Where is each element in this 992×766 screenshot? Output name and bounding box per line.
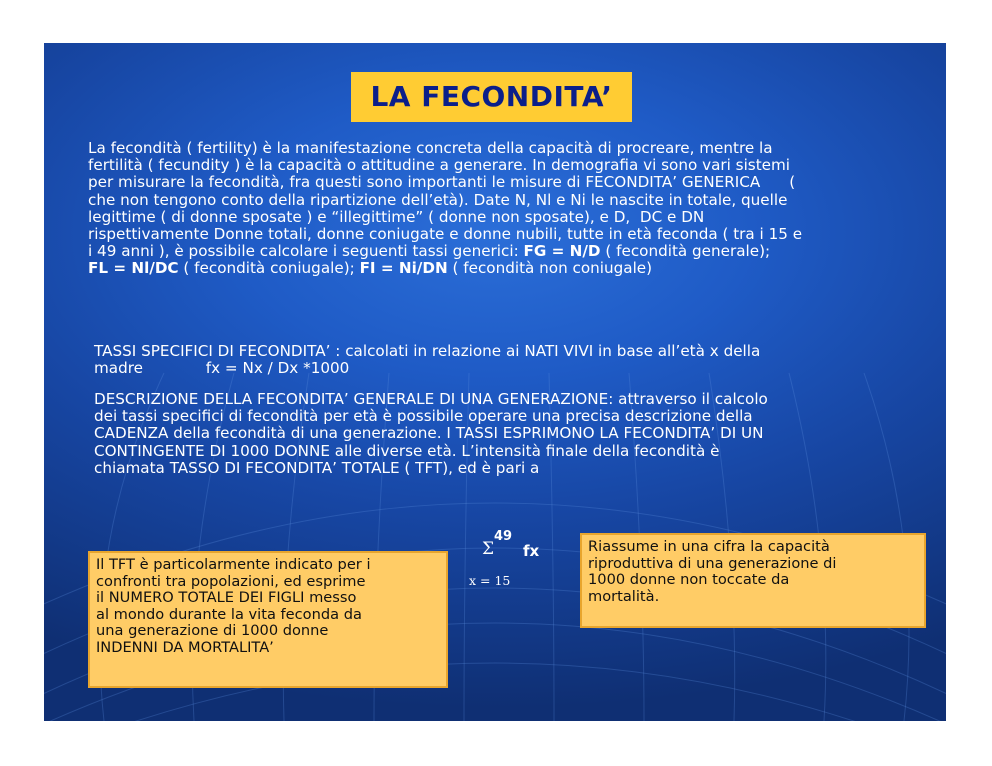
specific-rates-formula-line: madre fx = Nx / Dx *1000 [94,359,350,378]
intro-paragraph [88,140,928,278]
intro-line: La fecondità ( fertility) è la manifestazione concreta della capacità di procreare, mentre la [88,139,773,157]
intro-line: rispettivamente Donne totali, donne coniugate e donne nubili, tutte in età feconda ( tra i 15 e [88,225,803,244]
intro-line [88,243,928,260]
slide [44,43,946,721]
summary-note-box [580,533,926,628]
description-paragraph [94,391,924,477]
description-line: CONTINGENTE DI 1000 DONNE alle diverse età. L’intensità finale della fecondità è [94,441,720,460]
intro-line: che non tengono conto della ripartizione dell’età). Date N, Nl e Ni le nascite in totale, quelle [88,190,788,209]
slide-title: LA FECONDITA’ [351,72,632,122]
tft-note-line: Il TFT è particolarmente indicato per i [96,556,371,573]
fi-formula: FI = Ni/DN [359,259,448,278]
fl-note: ( fecondità coniugale); [178,259,360,278]
summary-note-line: Riassume in una cifra la capacità [588,538,830,555]
fl-formula: FL = Nl/DC [88,259,179,278]
description-line: CADENZA della fecondità di una generazione. I TASSI ESPRIMONO LA FECONDITA’ DI UN [94,424,764,443]
tft-note-line: una generazione di 1000 donne [96,622,329,640]
tft-note-line: INDENNI DA MORTALITA’ [96,638,274,656]
fg-formula: FG = N/D [523,242,601,261]
summary-note-line: riproduttiva di una generazione di [588,554,837,572]
intro-line: legittime ( di donne sposate ) e “illegittime” ( donne non sposate), e D, DC e DN [88,207,705,226]
fg-note: ( fecondità generale); [600,242,771,261]
summary-note-line: mortalità. [588,587,660,605]
intro-line: fertilità ( fecundity ) è la capacità o attitudine a generare. In demografia vi sono vari sistemi [88,156,791,175]
specific-rates-paragraph [94,343,924,377]
tft-note-line: al mondo durante la vita feconda da [96,605,362,623]
description-line: dei tassi specifici di fecondità per età è possibile operare una precisa descrizione della [94,407,753,426]
sum-lower-limit: x = 15 [469,573,511,588]
description-line: chiamata TASSO DI FECONDITA’ TOTALE ( TFT), ed è pari a [94,458,540,477]
description-line: DESCRIZIONE DELLA FECONDITA’ GENERALE DI UNA GENERAZIONE: attraverso il calcolo [94,390,768,408]
intro-line [88,260,928,277]
specific-rates-line: TASSI SPECIFICI DI FECONDITA’ : calcolati in relazione ai NATI VIVI in base all’età x della [94,342,761,360]
tft-note-box [88,551,448,688]
fi-note: ( fecondità non coniugale) [447,259,653,278]
summary-note-line: 1000 donne non toccate da [588,571,790,589]
intro-line: per misurare la fecondità, fra questi sono importanti le misure di FECONDITA’ GENERICA ( [88,173,796,192]
sigma-symbol: Σ [482,539,495,559]
tft-note-line: il NUMERO TOTALE DEI FIGLI messo [96,589,357,607]
intro-line-text: i 49 anni ), è possibile calcolare i seguenti tassi generici: [88,242,524,261]
tft-note-line: confronti tra popolazioni, ed esprime [96,572,366,590]
sum-upper-limit: 49 [494,529,513,544]
sum-term: fx [523,542,540,560]
